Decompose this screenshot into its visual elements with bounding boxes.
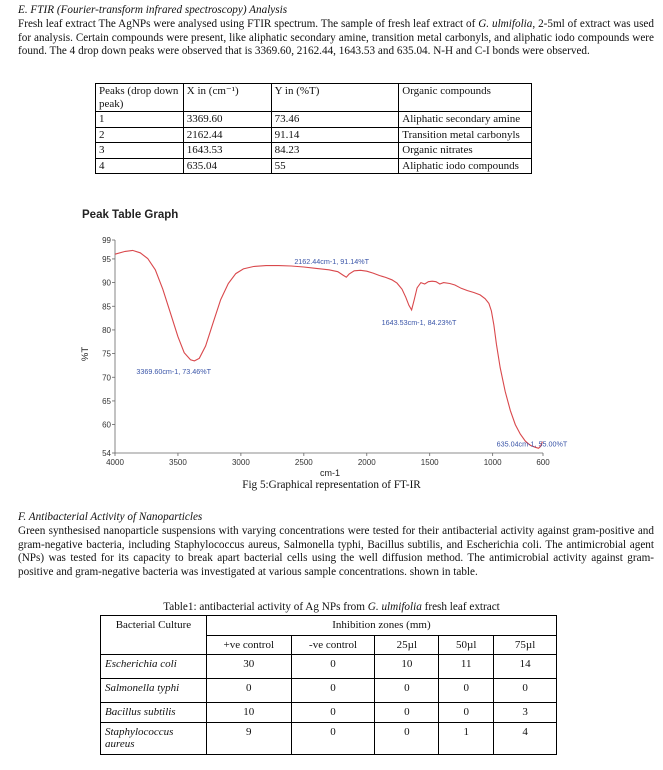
header-compounds: Organic compounds: [399, 84, 532, 112]
chart-title: Peak Table Graph: [82, 209, 179, 221]
cell: 30: [206, 655, 291, 679]
cell: Aliphatic iodo compounds: [399, 158, 532, 174]
header-inhibition-zones: Inhibition zones (mm): [206, 616, 556, 636]
peak-annotation: 635.04cm-1, 55.00%T: [496, 439, 568, 449]
cell: 1: [96, 112, 184, 128]
y-tick-label: 65: [102, 396, 111, 406]
ftir-series-line: [115, 250, 542, 448]
cell: 0: [375, 703, 439, 723]
chart-axes: [115, 240, 543, 453]
caption-species: G. ulmifolia: [367, 601, 422, 613]
header-x: X in (cm⁻¹): [183, 84, 271, 112]
cell: Organic nitrates: [399, 143, 532, 159]
cell: 14: [494, 655, 557, 679]
cell: 635.04: [183, 158, 271, 174]
x-tick-label: 600: [536, 458, 550, 467]
cell: 0: [291, 703, 375, 723]
section-e-paragraph: [18, 18, 654, 59]
cell: 1643.53: [183, 143, 271, 159]
x-tick-label: 1000: [483, 458, 502, 467]
table-row: [101, 722, 557, 754]
cell: 11: [439, 655, 494, 679]
header-peaks: Peaks (drop down peak): [96, 84, 184, 112]
chart-annotations: [136, 257, 568, 448]
cell: 10: [375, 655, 439, 679]
species-name: G. ulmifolia: [478, 18, 533, 30]
para-text-b: , 2-5ml of extract was used for analysis. Certain compounds were present, like aliphatic secondary amine, transition metal carbonyls, and aliphatic iodo compounds were found. The 4 drop down peaks were observed that is 3369.60, 2162.44, 1643.53 and 635.04. N-H and C-I bonds were observed.: [18, 18, 654, 58]
cell: 55: [271, 158, 399, 174]
y-tick-label: 75: [102, 349, 111, 359]
header-bacterial-culture: Bacterial Culture: [101, 616, 207, 655]
y-tick-label: 99: [102, 236, 111, 245]
header-neg-control: -ve control: [291, 635, 375, 655]
y-tick-label: 85: [102, 302, 111, 312]
table-row: [96, 158, 532, 174]
caption-text-b: fresh leaf extract: [421, 601, 500, 613]
y-tick-label: 70: [102, 373, 111, 383]
y-tick-label: 60: [102, 420, 111, 430]
antibacterial-table: [100, 615, 557, 755]
x-tick-label: 2000: [357, 458, 376, 467]
table-row: [101, 655, 557, 679]
peak-annotation: 1643.53cm-1, 84.23%T: [381, 317, 457, 327]
header-25ul: 25µl: [375, 635, 439, 655]
header-75ul: 75µl: [494, 635, 557, 655]
section-e-heading: E. FTIR (Fourier-transform infrared spectroscopy) Analysis: [18, 4, 288, 16]
cell: 3369.60: [183, 112, 271, 128]
y-axis-label: %T: [80, 346, 91, 362]
x-tick-label: 3000: [231, 458, 250, 467]
cell: 0: [375, 722, 439, 754]
header-y: Y in (%T): [271, 84, 399, 112]
organism-cell: Salmonella typhi: [101, 679, 207, 703]
table-header-row: [101, 616, 557, 636]
cell: 0: [375, 679, 439, 703]
cell: 2: [96, 127, 184, 143]
cell: 2162.44: [183, 127, 271, 143]
chart-ticks: [102, 236, 550, 467]
cell: 9: [206, 722, 291, 754]
table-row: [96, 143, 532, 159]
cell: Transition metal carbonyls: [399, 127, 532, 143]
table-row: [96, 127, 532, 143]
ftir-peak-table: [95, 83, 532, 174]
cell: 3: [96, 143, 184, 159]
caption-text-a: Table1: antibacterial activity of Ag NPs from: [163, 601, 368, 613]
cell: 73.46: [271, 112, 399, 128]
cell: 0: [439, 703, 494, 723]
y-tick-label: 90: [102, 278, 111, 288]
organism-cell: Staphylococcus aureus: [101, 722, 207, 754]
cell: 0: [439, 679, 494, 703]
cell: 84.23: [271, 143, 399, 159]
figure-caption: Fig 5:Graphical representation of FT-IR: [242, 479, 421, 491]
y-tick-label: 54: [102, 449, 111, 458]
cell: 0: [494, 679, 557, 703]
x-axis-label: cm-1: [320, 468, 340, 478]
x-tick-label: 3500: [169, 458, 187, 467]
cell: 0: [291, 722, 375, 754]
section-f-heading: F. Antibacterial Activity of Nanoparticles: [18, 511, 203, 523]
header-pos-control: +ve control: [206, 635, 291, 655]
header-50ul: 50µl: [439, 635, 494, 655]
y-tick-label: 80: [102, 325, 111, 335]
organism-cell: Escherichia coli: [101, 655, 207, 679]
peak-annotation: 3369.60cm-1, 73.46%T: [136, 366, 212, 376]
cell: 10: [206, 703, 291, 723]
table-row: [101, 679, 557, 703]
para-text-a: Fresh leaf extract The AgNPs were analysed using FTIR spectrum. The sample of fresh leaf extract of: [18, 18, 479, 30]
table-row: [96, 112, 532, 128]
cell: 0: [291, 679, 375, 703]
ftir-chart: [0, 196, 663, 478]
section-f-paragraph: Green synthesised nanoparticle suspensions with varying concentrations were tested for their antibacterial activity against gram-positive and gram-negative bacteria, including Staphylococcus aureus, Salmonella typhi, Bacillus subtilis, and Escherichia coli. The antimicrobial agent (NPs) was tested for its capacity to break apart bacterial cells using the well diffusion method. The antimicrobial activity against gram-positive and gram-negative bacteria was investigated at various sample concentrations. shown in table.: [18, 525, 654, 578]
table1-caption: [0, 601, 663, 613]
cell: 4: [494, 722, 557, 754]
cell: 1: [439, 722, 494, 754]
cell: 4: [96, 158, 184, 174]
cell: 0: [206, 679, 291, 703]
cell: 0: [291, 655, 375, 679]
peak-annotation: 2162.44cm-1, 91.14%T: [294, 257, 370, 267]
cell: 91.14: [271, 127, 399, 143]
organism-cell: Bacillus subtilis: [101, 703, 207, 723]
x-tick-label: 2500: [294, 458, 313, 467]
table-header-row: [96, 84, 532, 112]
cell: Aliphatic secondary amine: [399, 112, 532, 128]
x-tick-label: 1500: [420, 458, 439, 467]
y-tick-label: 95: [102, 254, 111, 264]
cell: 3: [494, 703, 557, 723]
x-tick-label: 4000: [106, 458, 124, 467]
table-row: [101, 703, 557, 723]
